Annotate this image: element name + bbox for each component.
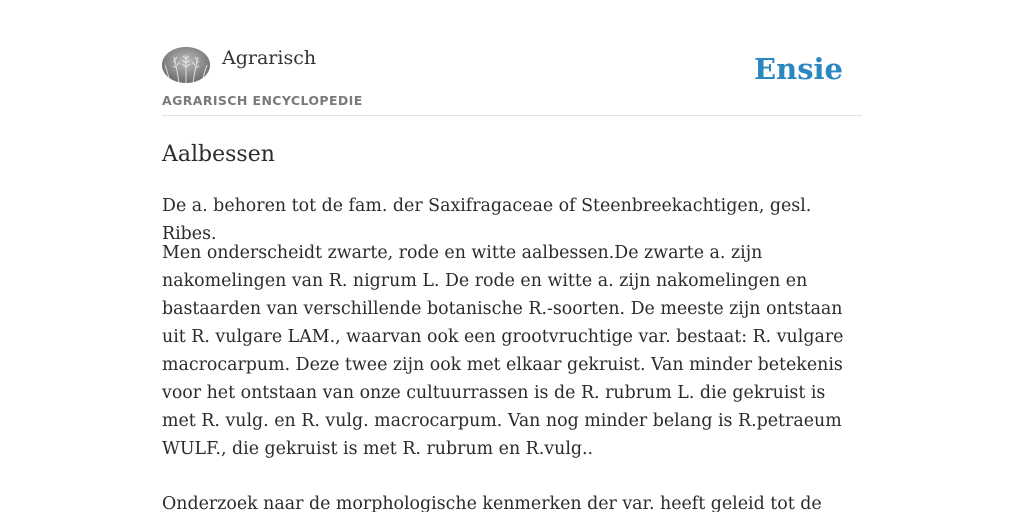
- site-subtitle: AGRARISCH ENCYCLOPEDIE: [162, 93, 363, 108]
- page-container: [162, 0, 862, 512]
- article-title: Aalbessen: [162, 142, 275, 167]
- brand-logo-link[interactable]: Ensie: [754, 52, 843, 86]
- site-name[interactable]: Agrarisch: [222, 47, 317, 69]
- site-header: [162, 0, 862, 116]
- article-paragraph: Onderzoek naar de morphologische kenmerken der var. heeft geleid tot de: [162, 494, 822, 512]
- wheat-ears-icon[interactable]: [162, 47, 210, 83]
- logo-image: [162, 47, 210, 83]
- article-paragraph: Men onderscheidt zwarte, rode en witte aalbessen.De zwarte a. zijn nakomelingen van R. nigrum L. De rode en witte a. zijn nakomelingen en bastaarden van verschillende botanische R.-soorten. De meeste zijn ontstaan uit R. vulgare LAM., waarvan ook een grootvruchtige var. bestaat: R. vulgare macrocarpum. Deze twee zijn ook met elkaar gekruist. Van minder betekenis voor het ontstaan van onze cultuurrassen is de R. rubrum L. die gekruist is met R. vulg. en R. vulg. macrocarpum. Van nog minder belang is R.petraeum WULF., die gekruist is met R. rubrum en R.vulg..: [162, 243, 844, 459]
- article-paragraph: De a. behoren tot de fam. der Saxifragaceae of Steenbreekachtigen, gesl. Ribes.: [162, 196, 812, 244]
